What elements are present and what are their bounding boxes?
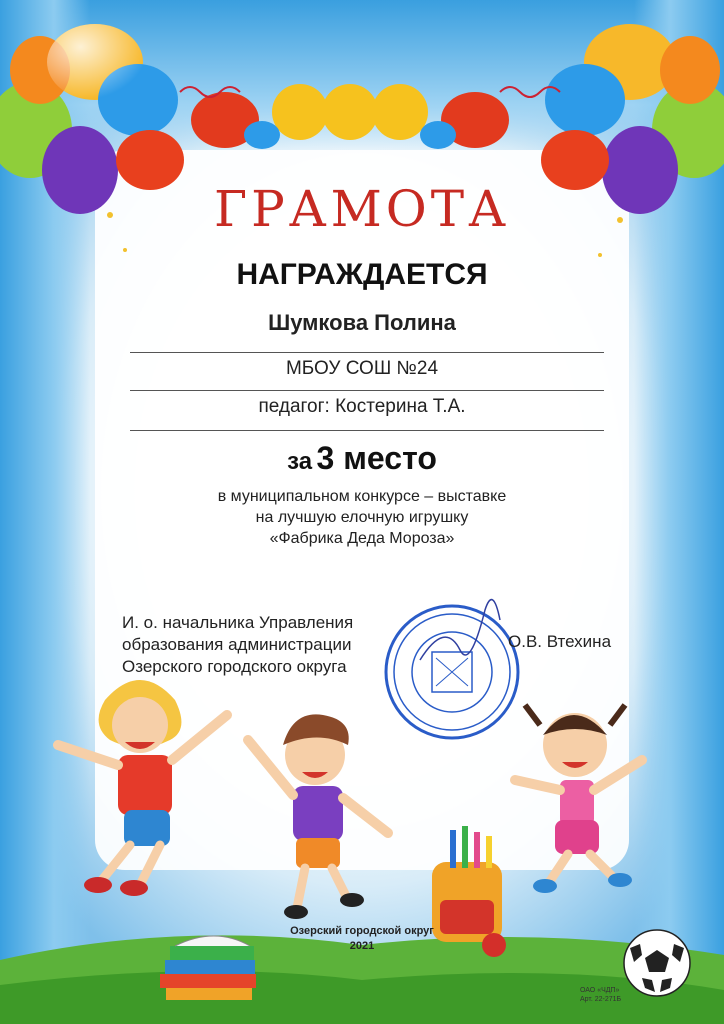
recipient-name: Шумкова Полина [268,310,456,335]
child-left [58,680,227,896]
contest-line: «Фабрика Деда Мороза» [269,530,455,547]
school-name: МБОУ СОШ №24 [285,358,439,379]
contest-line: в муниципальном конкурсе – выставке [217,488,507,505]
place-prefix: за [287,448,313,475]
certificate-title: ГРАМОТА [213,180,511,238]
signatory-name: О.В. Втехина [508,632,612,651]
signatory-title-line: И. о. начальника Управления [122,613,354,632]
signatory-title-line: Озерского городского округа [122,657,347,676]
place-value: 3 место [316,440,437,476]
signatory-title-line: образования администрации [122,635,352,654]
child-middle [248,714,388,919]
print-mark-line: Арт. 22-271Б [580,996,622,1003]
print-mark [580,986,621,1004]
footer-caption [0,924,724,954]
child-right [515,705,642,893]
contest-line: на лучшую елочную игрушку [255,509,469,526]
footer-line: Озерский городской округ [290,925,434,937]
footer-line: 2021 [349,940,375,952]
print-mark-line: ОАО «ЧДП» [580,987,620,994]
teacher-name: педагог: Костерина Т.А. [258,396,466,417]
award-subtitle: НАГРАЖДАЕТСЯ [236,258,488,291]
